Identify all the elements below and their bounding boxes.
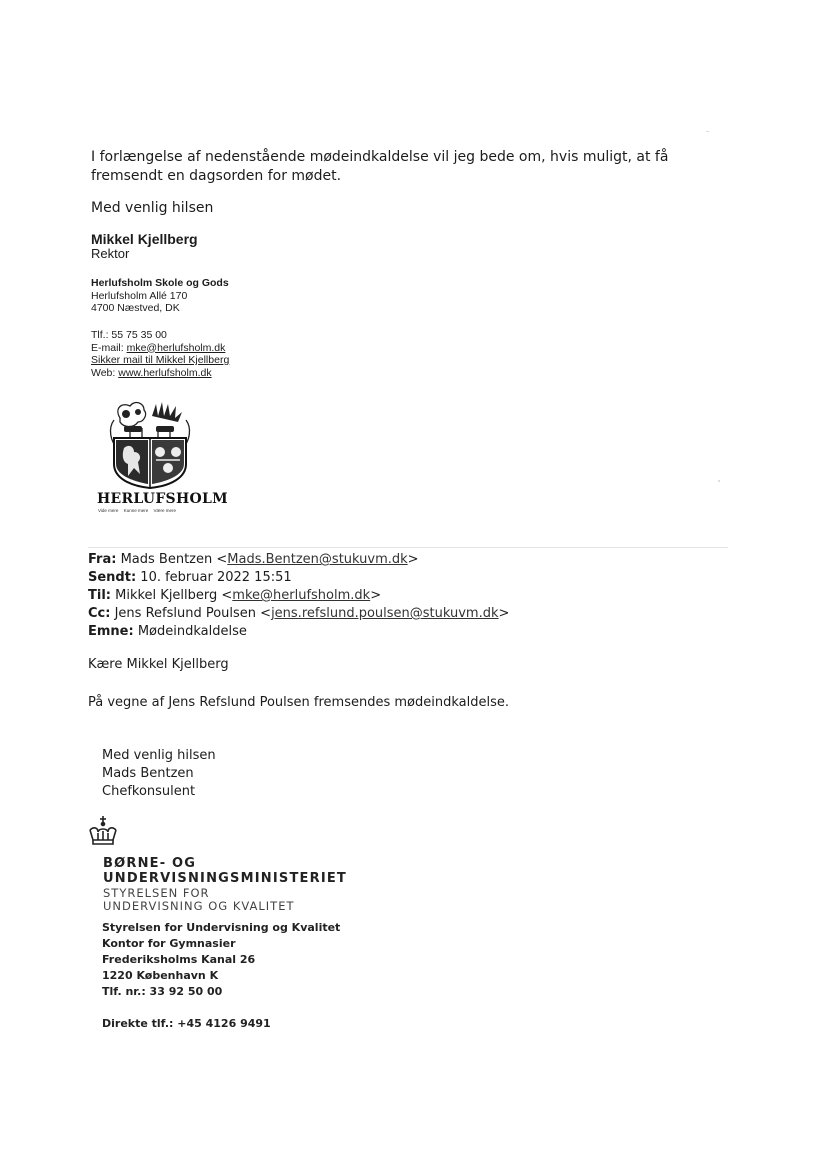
header-from	[88, 551, 419, 569]
motto: Være mere	[153, 508, 176, 513]
ministry-line: BØRNE- OG	[103, 856, 197, 871]
agency-line: UNDERVISNING OG KVALITET	[103, 899, 295, 913]
sender-signature	[102, 747, 216, 801]
subject-value: Mødeindkaldelse	[137, 624, 247, 639]
sent-label: Sendt:	[88, 570, 137, 585]
address-office: Kontor for Gymnasier	[102, 937, 236, 950]
web-line	[91, 367, 229, 380]
from-label: Fra:	[88, 552, 117, 567]
agency-name	[103, 887, 295, 913]
scan-speck	[706, 131, 709, 132]
org-street: Herlufsholm Allé 170	[91, 289, 188, 302]
intro-paragraph: I forlængelse af nedenstående mødeindkaldelse vil jeg bede om, hvis muligt, at få fremsendt en dagsorden for mødet.	[91, 149, 669, 184]
header-sent	[88, 569, 292, 587]
herlufsholm-wordmark: HERLUFSHOLM	[97, 491, 228, 507]
ministry-name	[103, 856, 347, 886]
sender-name: Mads Bentzen	[102, 766, 194, 781]
address-agency: Styrelsen for Undervisning og Kvalitet	[102, 921, 341, 934]
to-label: Til:	[88, 588, 111, 603]
cc-close: >	[498, 606, 510, 621]
to-close: >	[370, 588, 382, 603]
signature-contact	[91, 329, 229, 379]
ministry-address	[102, 920, 340, 1000]
org-phone: Tlf.: 55 75 35 00	[91, 329, 167, 341]
from-name: Mads Bentzen <	[120, 552, 228, 567]
org-city: 4700 Næstved, DK	[91, 302, 180, 314]
signature-organization	[91, 277, 229, 315]
signature-title: Rektor	[91, 246, 130, 261]
to-email-link[interactable]: mke@herlufsholm.dk	[232, 588, 371, 603]
royal-crown-icon	[86, 816, 120, 846]
salutation: Kære Mikkel Kjellberg	[88, 657, 229, 672]
web-link[interactable]: www.herlufsholm.dk	[118, 366, 212, 379]
sender-title: Chefkonsulent	[102, 784, 196, 799]
cc-label: Cc:	[88, 606, 111, 621]
sent-value: 10. februar 2022 15:51	[140, 570, 292, 585]
closing-greeting: Med venlig hilsen	[91, 200, 214, 216]
header-cc	[88, 605, 509, 623]
sender-greeting: Med venlig hilsen	[102, 748, 216, 763]
signature-name: Mikkel Kjellberg	[91, 231, 198, 247]
cc-name: Jens Refslund Poulsen <	[114, 606, 272, 621]
cc-email-link[interactable]: jens.refslund.poulsen@stukuvm.dk	[271, 606, 499, 621]
header-subject	[88, 623, 247, 641]
herlufsholm-mottos	[98, 508, 180, 513]
direct-phone: Direkte tlf.: +45 4126 9491	[102, 1017, 271, 1030]
from-email-link[interactable]: Mads.Bentzen@stukuvm.dk	[227, 552, 408, 567]
address-street: Frederiksholms Kanal 26	[102, 953, 256, 966]
agency-line: STYRELSEN FOR	[103, 886, 210, 900]
forwarded-header-divider	[88, 547, 728, 548]
body-text: På vegne af Jens Refslund Poulsen fremsendes mødeindkaldelse.	[88, 695, 509, 710]
org-name: Herlufsholm Skole og Gods	[91, 277, 229, 289]
from-close: >	[407, 552, 419, 567]
to-name: Mikkel Kjellberg <	[115, 588, 233, 603]
email-link[interactable]: mke@herlufsholm.dk	[126, 341, 226, 354]
secure-mail-link[interactable]: Sikker mail til Mikkel Kjellberg	[91, 354, 230, 366]
subject-label: Emne:	[88, 624, 134, 639]
email-line	[91, 342, 229, 355]
herlufsholm-crest-icon	[100, 398, 200, 490]
ministry-line: UNDERVISNINGSMINISTERIET	[103, 871, 348, 886]
motto: Kunne mere	[123, 508, 149, 513]
motto: Vide mere	[98, 508, 119, 513]
address-phone: Tlf. nr.: 33 92 50 00	[102, 985, 223, 998]
scan-speck	[718, 480, 720, 482]
address-city: 1220 København K	[102, 969, 219, 982]
email-label: E-mail:	[91, 341, 127, 354]
web-label: Web:	[91, 366, 119, 379]
header-to	[88, 587, 381, 605]
